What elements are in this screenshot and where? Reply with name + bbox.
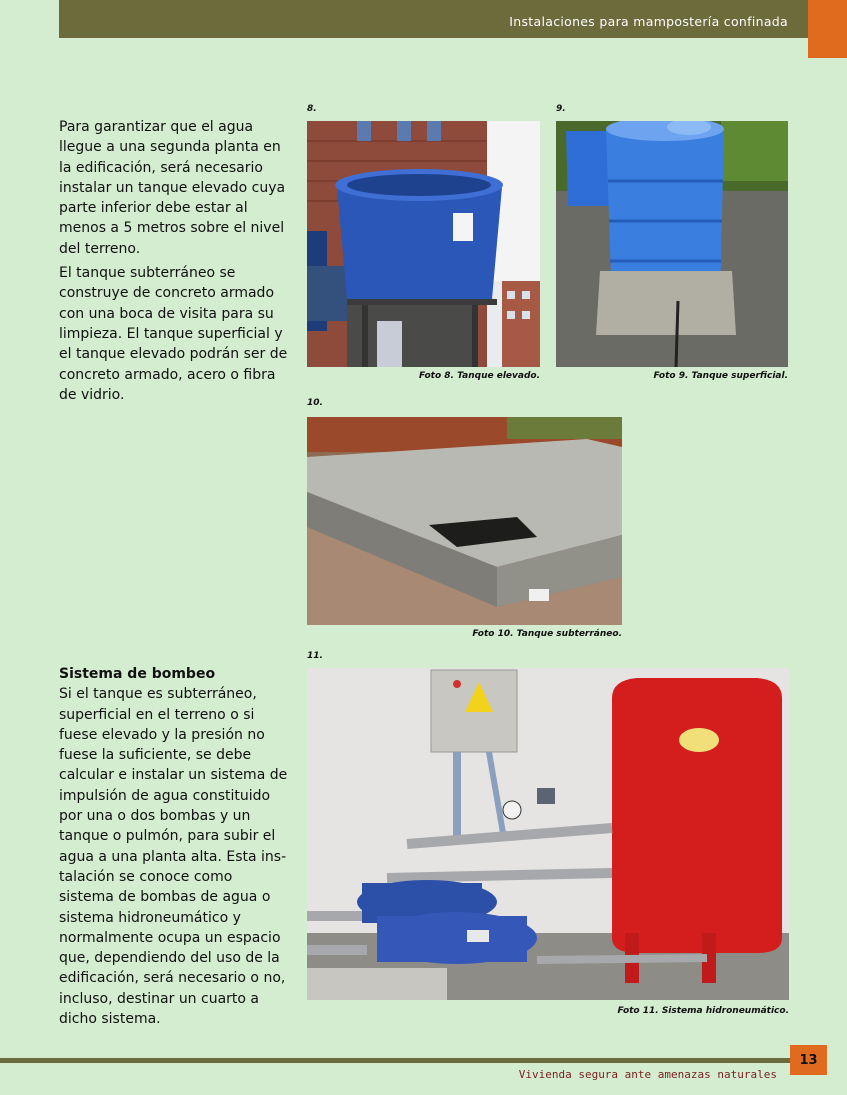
photo-hydropneumatic-system [307, 668, 789, 1000]
section-heading: Sistema de bombeo [59, 666, 216, 682]
photo-number-10: 10. [307, 398, 323, 408]
caption-photo-10: Foto 10. Tanque subterráneo. [472, 629, 622, 639]
header-title: Instalaciones para mampostería confinada [509, 14, 788, 29]
footer-line [0, 1058, 790, 1063]
intro-text [59, 117, 291, 409]
header-accent-tab [808, 0, 847, 58]
photo-elevated-tank [307, 121, 540, 367]
photo-surface-tank [556, 121, 788, 367]
page-number: 13 [790, 1045, 827, 1075]
caption-photo-8: Foto 8. Tanque elevado. [419, 371, 540, 381]
footer-title: Vivienda segura ante amenazas naturales [518, 1068, 777, 1081]
paragraph-elevated-tank: Para garantizar que el agua llegue a una segunda planta en la edificación, será necesario instalar un tanque elevado cuya parte inferior debe estar al menos a 5 metros sobre el nivel del terreno. [59, 119, 286, 257]
photo-underground-tank [307, 417, 622, 625]
caption-photo-9: Foto 9. Tanque superficial. [653, 371, 788, 381]
photo-number-11: 11. [307, 651, 323, 661]
caption-photo-11: Foto 11. Sistema hidroneumático. [617, 1006, 789, 1016]
photo-number-8: 8. [307, 104, 317, 114]
header-bar [59, 0, 826, 38]
photo-number-9: 9. [556, 104, 566, 114]
paragraph-underground-tank: El tanque subterráneo se construye de concreto armado con una boca de visita para su limpieza. El tanque superficial y el tanque elevado podrán ser de concreto armado, acero o fibra de vidrio. [59, 265, 288, 403]
section-text: Si el tanque es subterráneo, superficial en el terreno o si fuese elevado y la presión no fuese la suficiente, se debe calcular e instalar un sistema de impulsión de agua constituido por una o dos bombas y un tanque o pulmón, para subir el agua a una planta alta. Esta instalación se conoce como sistema de bombas de agua o sistema hidroneumático y normalmente ocupa un espacio que, dependiendo del uso de la edificación, será necesario o no, incluso, destinar un cuarto a dicho sistema. [59, 686, 288, 1028]
pumping-section [59, 664, 291, 1033]
